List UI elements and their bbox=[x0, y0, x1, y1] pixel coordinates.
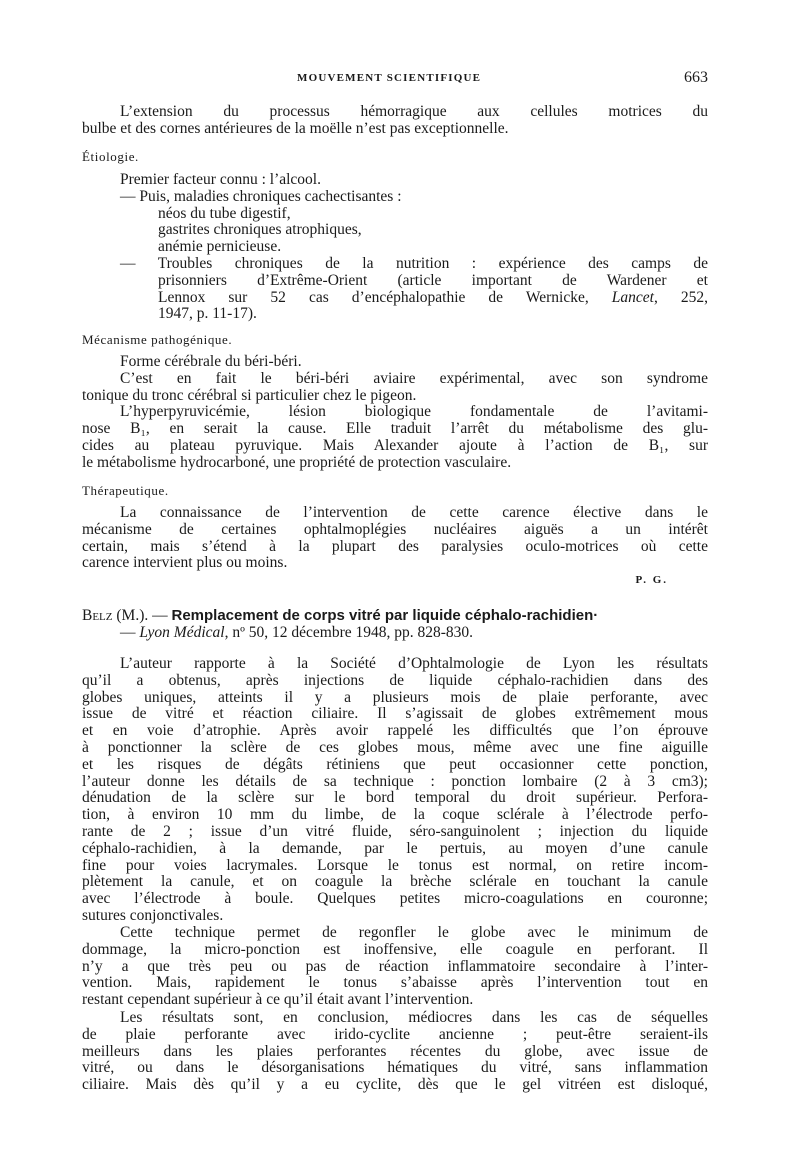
section-heading-therapeutique: Thérapeutique. bbox=[82, 483, 169, 498]
article-paragraph-3 bbox=[82, 1010, 708, 1094]
text-line: fine pour voies lacrymales. Lorsque le tonus est normal, on retire incom- bbox=[82, 856, 708, 874]
text-line: tonique du tronc cérébral si particulier chez le pigeon. bbox=[82, 386, 417, 404]
text-line: globes uniques, atteints il y a plusieurs mois de plaie perforante, avec bbox=[82, 688, 708, 706]
running-head bbox=[82, 70, 708, 90]
journal-name: Lancet bbox=[611, 288, 654, 306]
text-line: nose B₁, en serait la cause. Elle traduit l’arrêt du métabolisme des glu- bbox=[82, 420, 708, 438]
article-paragraph-1 bbox=[82, 656, 708, 925]
text-line: L’auteur rapporte à la Société d’Ophtalmologie de Lyon les résultats bbox=[120, 655, 708, 672]
text-line: issue de vitré et réaction ciliaire. Il s’agissait de globes extrêmement mous bbox=[82, 705, 708, 723]
text-line: Les résultats sont, en conclusion, médiocres dans les cas de séquelles bbox=[120, 1009, 708, 1026]
sub-list-item: anémie pernicieuse. bbox=[158, 238, 282, 256]
text-line: C’est en fait le béri-béri aviaire expérimental, avec son syndrome bbox=[120, 369, 708, 387]
text-line: Forme cérébrale du béri-béri. bbox=[120, 353, 302, 370]
reference-title: Remplacement de corps vitré par liquide céphalo-rachidien· bbox=[171, 607, 599, 624]
list-item: Premier facteur connu : l’alcool. bbox=[120, 171, 321, 188]
list-item-cont: prisonniers d’Extrême-Orient (article important de Wardener et bbox=[158, 271, 708, 289]
list-item-cont: 1947, p. 11-17). bbox=[158, 305, 257, 323]
text-line: L’extension du processus hémorragique aux cellules motrices du bbox=[120, 103, 708, 120]
text-line: céphalo-rachidien, à la demande, par le pertuis, au moyen d’une canule bbox=[82, 839, 708, 857]
text-line: de plaie perforante avec irido-cyclite ancienne ; peut-être seraient-ils bbox=[82, 1025, 708, 1043]
text-line: avec l’électrode à boule. Quelques petites micro-coagulations en couronne; bbox=[82, 890, 708, 908]
text-line: et en voie d’atrophie. Après avoir rappelé les difficultés que l’on éprouve bbox=[82, 722, 708, 740]
intro-paragraph bbox=[82, 104, 708, 138]
text-span: — bbox=[120, 623, 140, 641]
text-line: cides au plateau pyruvique. Mais Alexander ajoute à l’action de B₁, sur bbox=[82, 436, 708, 454]
text-line: mécanisme de certaines ophtalmoplégies nucléaires aiguës a un intérêt bbox=[82, 520, 708, 538]
text-line: et les risques de dégâts rétiniens que peut occasionner cette ponction, bbox=[82, 755, 708, 773]
text-line: qu’il a obtenus, après injections de liquide céphalo-rachidien dans des bbox=[82, 671, 708, 689]
text-line: La connaissance de l’intervention de cette carence élective dans le bbox=[120, 504, 708, 521]
text-line: dommage, la micro-ponction est inoffensive, elle coagule en perforant. Il bbox=[82, 940, 708, 958]
text-line: ciliaire. Mais dès qu’il y a eu cyclite, dès que le gel vitréen est disloqué, bbox=[82, 1076, 708, 1094]
author-signature: P. G. bbox=[635, 574, 668, 586]
reference-author: Belz (M.). — bbox=[82, 607, 172, 624]
sub-list-item: gastrites chroniques atrophiques, bbox=[158, 221, 362, 239]
text-line: rante de 2 ; issue d’un vitré fluide, séro-sanguinolent ; injection du liquide bbox=[82, 822, 708, 840]
text-line: l’auteur donne les détails de sa technique : ponction lombaire (2 à 3 cm3); bbox=[82, 772, 708, 790]
text-span: , 252, bbox=[653, 288, 709, 306]
sub-list-item: néos du tube digestif, bbox=[158, 204, 291, 222]
page-number: 663 bbox=[684, 69, 708, 86]
text-line: vention. Mais, rapidement le tonus s’abaisse après l’intervention tout en bbox=[82, 974, 708, 992]
reference-line-1 bbox=[82, 608, 708, 625]
text-span: Lennox sur 52 cas d’encéphalopathie de Wernicke, bbox=[158, 288, 612, 306]
text-line: bulbe et des cornes antérieures de la moëlle n’est pas exceptionnelle. bbox=[82, 119, 509, 137]
text-line: vitré, ou dans le désorganisations hématiques du vitré, sans inflammation bbox=[82, 1059, 708, 1077]
list-item-cont bbox=[120, 290, 708, 307]
reference-line-2 bbox=[82, 625, 708, 642]
section-heading-mecanisme: Mécanisme pathogénique. bbox=[82, 332, 233, 347]
text-line: restant cependant supérieur à ce qu’il était avant l’intervention. bbox=[82, 991, 474, 1009]
article-paragraph-2 bbox=[82, 925, 708, 1009]
text-line: Cette technique permet de regonfler le globe avec le minimum de bbox=[120, 924, 708, 941]
text-line: dénudation de la sclère sur le bord temporal du droit supérieur. Perfora- bbox=[82, 789, 708, 807]
etiologie-list bbox=[120, 172, 708, 323]
text-line: plètement la canule, et on coagule la brèche sclérale en touchant la canule bbox=[82, 873, 708, 891]
text-span: , nº 50, 12 décembre 1948, pp. 828-830. bbox=[224, 623, 474, 641]
therapeutique-paragraph bbox=[82, 505, 708, 572]
text-line: carence intervient plus ou moins. bbox=[82, 554, 288, 572]
mecanisme-paragraph bbox=[82, 354, 708, 472]
list-item: — Troubles chroniques de la nutrition : expérience des camps de bbox=[120, 254, 708, 272]
section-heading-etiologie: Étiologie. bbox=[82, 149, 139, 164]
bibliographic-reference bbox=[82, 608, 708, 642]
text-line: à ponctionner la sclère de ces globes mous, même avec une fine aiguille bbox=[82, 738, 708, 756]
text-line: meilleurs dans les plaies perforantes récentes du globe, avec issue de bbox=[82, 1042, 708, 1060]
text-line: sutures conjonctivales. bbox=[82, 906, 224, 924]
list-item: — Puis, maladies chroniques cachectisantes : bbox=[120, 187, 402, 205]
text-line: le métabolisme hydrocarboné, une propriété de protection vasculaire. bbox=[82, 453, 512, 471]
text-line: n’y a que très peu ou pas de réaction inflammatoire secondaire à l’inter- bbox=[82, 957, 708, 975]
text-line: certain, mais s’étend à la plupart des paralysies oculo-motrices où cette bbox=[82, 537, 708, 555]
running-title: MOUVEMENT SCIENTIFIQUE bbox=[297, 72, 482, 84]
journal-name: Lyon Médical bbox=[139, 623, 225, 641]
text-line: tion, à environ 10 mm du limbe, de la coque sclérale à l’électrode perfo- bbox=[82, 806, 708, 824]
text-line: L’hyperpyruvicémie, lésion biologique fondamentale de l’avitami- bbox=[120, 403, 708, 421]
